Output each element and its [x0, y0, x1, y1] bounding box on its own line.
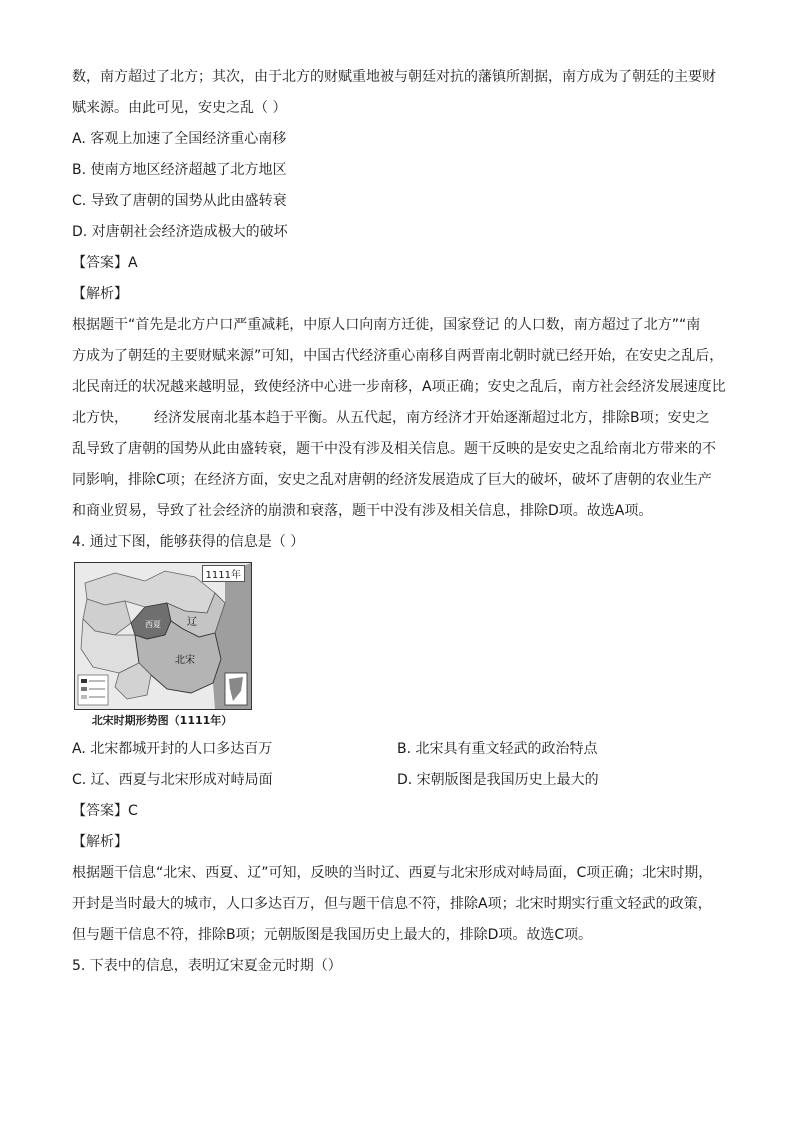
q4-option-d: D. 宋朝版图是我国历史上最大的: [397, 772, 599, 788]
q3-answer: 【答案】A: [72, 255, 138, 271]
map-label-liao: 辽: [187, 617, 197, 628]
q3-analysis-line-6: 同影响，排除C项；在经济方面，安史之乱对唐朝的经济发展造成了巨大的破坏，破坏了唐朝的农业生产: [72, 472, 712, 488]
q4-answer: 【答案】C: [72, 803, 138, 819]
q4-analysis-label: 【解析】: [72, 834, 128, 850]
q3-analysis-line-4: [72, 403, 732, 434]
q4-options-row-1: [72, 734, 732, 765]
q3-option-d: D. 对唐朝社会经济造成极大的破坏: [72, 224, 288, 240]
q4-stem: 4. 通过下图，能够获得的信息是（ ）: [72, 534, 305, 550]
q4-option-a: A. 北宋都城开封的人口多达百万: [72, 741, 273, 757]
map-label-xixia: 西夏: [145, 620, 161, 629]
q3-analysis-line-4-right: 经济发展南北基本趋于平衡。从五代起，南方经济才开始逐渐超过北方，排除B项；安史之: [154, 410, 710, 426]
intro-line-1: 数，南方超过了北方；其次，由于北方的财赋重地被与朝廷对抗的藩镇所割据，南方成为了朝廷的主要财: [72, 69, 716, 85]
q3-analysis-line-3: 北民南迁的状况越来越明显，致使经济中心进一步南移，A项正确；安史之乱后，南方社会经济发展速度比: [72, 379, 726, 395]
q4-analysis-line-1: 根据题干信息“北宋、西夏、辽”可知，反映的当时辽、西夏与北宋形成对峙局面，C项正确；北宋时期，: [72, 865, 713, 881]
q5-stem: 5. 下表中的信息，表明辽宋夏金元时期（）: [72, 958, 342, 974]
q4-option-c: C. 辽、西夏与北宋形成对峙局面: [72, 772, 273, 788]
q3-analysis-line-4-left: 北方快，: [72, 410, 128, 426]
q3-analysis-line-2: 方成为了朝廷的主要财赋来源”可知，中国古代经济重心南移自两晋南北朝时就已经开始，在安史之乱后，: [72, 348, 724, 364]
q3-analysis-line-5: 乱导致了唐朝的国势从此由盛转衰，题干中没有涉及相关信息。题干反映的是安史之乱给南北方带来的不: [72, 441, 716, 457]
q3-option-b: B. 使南方地区经济超越了北方地区: [72, 162, 287, 178]
q3-analysis-line-7: 和商业贸易，导致了社会经济的崩溃和衰落，题干中没有涉及相关信息，排除D项。故选A项。: [72, 503, 653, 519]
northern-song-map: [74, 562, 252, 710]
document-page: [72, 62, 732, 982]
q3-analysis-label: 【解析】: [72, 286, 128, 302]
intro-line-2: 赋来源。由此可见，安史之乱（ ）: [72, 100, 287, 116]
q3-analysis-line-1: 根据题干“首先是北方户口严重减耗，中原人口向南方迁徙，国家登记 的人口数，南方超过了北方”“南: [72, 317, 701, 333]
historical-map-figure: [74, 562, 254, 728]
q4-options-row-2: [72, 765, 732, 796]
map-caption: 北宋时期形势图（1111年）: [91, 714, 233, 727]
q3-option-c: C. 导致了唐朝的国势从此由盛转衰: [72, 193, 287, 209]
map-drawing: [75, 563, 251, 709]
q4-analysis-line-3: 但与题干信息不符，排除B项；元朝版图是我国历史上最大的，排除D项。故选C项。: [72, 927, 593, 943]
map-year-badge: 1111年: [202, 565, 245, 582]
q4-option-b: B. 北宋具有重文轻武的政治特点: [397, 741, 598, 757]
q4-analysis-line-2: 开封是当时最大的城市，人口多达百万，但与题干信息不符，排除A项；北宋时期实行重文轻武的政策，: [72, 896, 712, 912]
q3-option-a: A. 客观上加速了全国经济重心南移: [72, 131, 287, 147]
map-label-beisong: 北宋: [175, 655, 195, 666]
